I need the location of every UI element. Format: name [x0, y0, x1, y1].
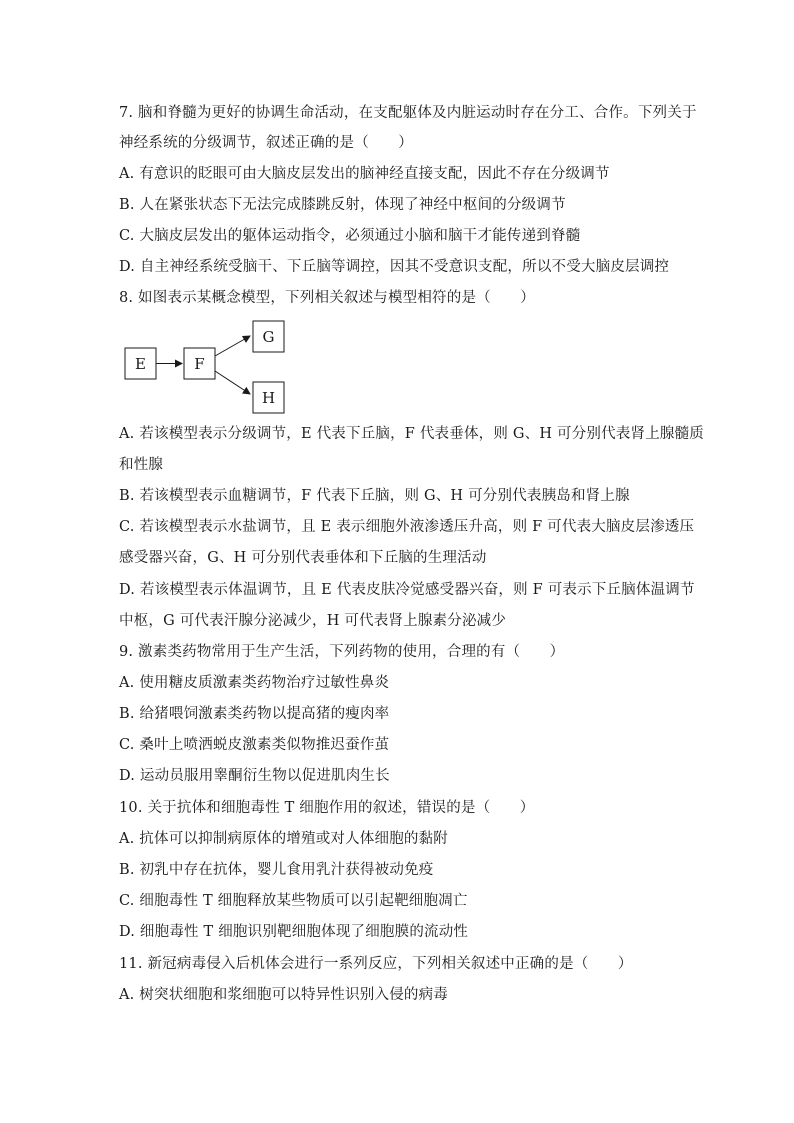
q9-option-b: B. 给猪喂饲激素类药物以提高猪的瘦肉率: [119, 706, 390, 722]
q10-option-c: C. 细胞毒性 T 细胞释放某些物质可以引起靶细胞凋亡: [119, 893, 468, 909]
box-f: [184, 348, 215, 379]
q8-option-a-line2: 和性腺: [119, 457, 164, 473]
arrow-f-g: [215, 336, 250, 356]
concept-model-diagram: [120, 316, 300, 420]
q9-option-d: D. 运动员服用睾酮衍生物以促进肌肉生长: [119, 768, 390, 784]
q7-option-b: B. 人在紧张状态下无法完成膝跳反射，体现了神经中枢间的分级调节: [119, 197, 566, 213]
q7-stem-line2: 神经系统的分级调节，叙述正确的是（ ）: [119, 135, 413, 151]
box-e: [125, 348, 156, 379]
label-f: F: [194, 355, 205, 373]
label-h: H: [261, 389, 276, 407]
q7-option-c: C. 大脑皮层发出的躯体运动指令，必须通过小脑和脑干才能传递到脊髓: [119, 228, 581, 244]
arrow-f-h: [215, 371, 250, 394]
q10-stem: 10. 关于抗体和细胞毒性 T 细胞作用的叙述，错误的是（ ）: [119, 800, 535, 816]
q9-option-c: C. 桑叶上喷洒蜕皮激素类似物推迟蚕作茧: [119, 737, 390, 753]
box-g: [253, 321, 284, 352]
q7-stem-line1: 7. 脑和脊髓为更好的协调生命活动，在支配躯体及内脏运动时存在分工、合作。下列关于: [119, 105, 697, 121]
q9-option-a: A. 使用糖皮质激素类药物治疗过敏性鼻炎: [119, 675, 390, 691]
q9-stem: 9. 激素类药物常用于生产生活，下列药物的使用，合理的有（ ）: [119, 644, 565, 660]
q8-stem: 8. 如图表示某概念模型，下列相关叙述与模型相符的是（ ）: [119, 290, 535, 306]
q10-option-b: B. 初乳中存在抗体，婴儿食用乳汁获得被动免疫: [119, 862, 434, 878]
q7-option-a: A. 有意识的眨眼可由大脑皮层发出的脑神经直接支配，因此不存在分级调节: [119, 166, 610, 182]
q10-option-d: D. 细胞毒性 T 细胞识别靶细胞体现了细胞膜的流动性: [119, 924, 469, 940]
q8-option-a-line1: A. 若该模型表示分级调节，E 代表下丘脑，F 代表垂体，则 G、H 可分别代表肾上腺髓质: [119, 426, 704, 442]
q11-stem: 11. 新冠病毒侵入后机体会进行一系列反应，下列相关叙述中正确的是（ ）: [119, 956, 633, 972]
q8-option-b: B. 若该模型表示血糖调节，F 代表下丘脑，则 G、H 可分别代表胰岛和肾上腺: [119, 488, 630, 504]
q7-option-d: D. 自主神经系统受脑干、下丘脑等调控，因其不受意识支配，所以不受大脑皮层调控: [119, 259, 670, 275]
q8-option-c-line2: 感受器兴奋，G、H 可分别代表垂体和下丘脑的生理活动: [119, 550, 487, 566]
q8-option-c-line1: C. 若该模型表示水盐调节，且 E 表示细胞外液渗透压升高，则 F 可代表大脑皮层渗透压: [119, 519, 695, 535]
q8-option-d-line1: D. 若该模型表示体温调节，且 E 代表皮肤冷觉感受器兴奋，则 F 可表示下丘脑体温调节: [119, 582, 695, 598]
q11-option-a: A. 树突状细胞和浆细胞可以特异性识别入侵的病毒: [119, 987, 448, 1003]
label-g: G: [262, 328, 275, 346]
label-e: E: [135, 355, 146, 373]
q8-option-d-line2: 中枢，G 可代表汗腺分泌减少，H 可代表肾上腺素分泌减少: [119, 613, 507, 629]
box-h: [253, 382, 284, 413]
q10-option-a: A. 抗体可以抑制病原体的增殖或对人体细胞的黏附: [119, 831, 448, 847]
